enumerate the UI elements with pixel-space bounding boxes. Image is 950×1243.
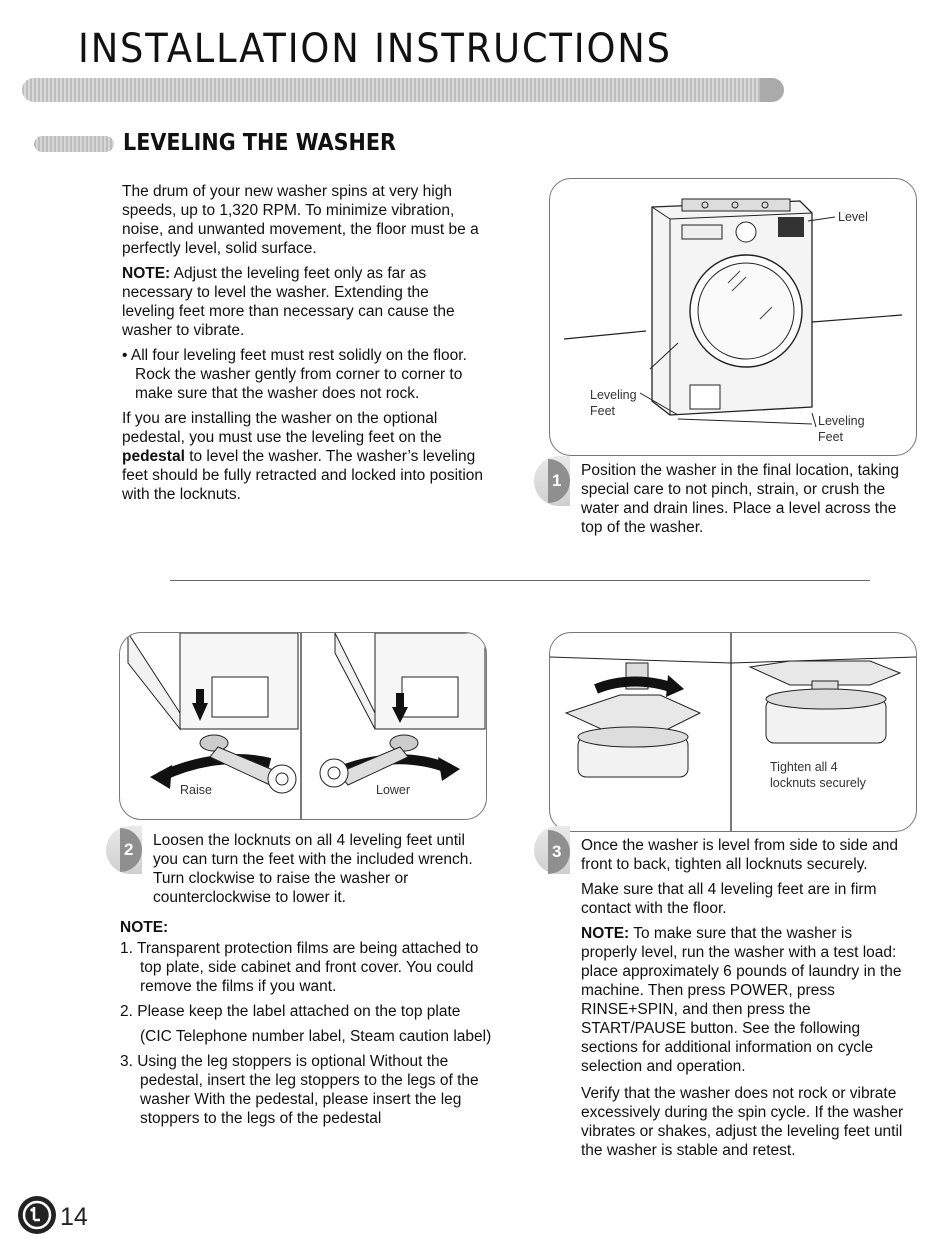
intro-text <box>122 182 484 510</box>
step-1-text: Position the washer in the final location, taking special care to not pinch, strain, or crush the water and drain lines. Place a level across the top of the washer. <box>581 462 899 536</box>
pedestal-bold: pedestal <box>122 448 185 465</box>
label-raise: Raise <box>180 783 212 797</box>
step-3-badge: 3 <box>548 830 570 874</box>
note-item-1: 1. Transparent protection films are being attached to top plate, side cabinet and front cover. You could remove the films if you want. <box>120 940 479 995</box>
step-3-note-label: NOTE: <box>581 925 630 942</box>
page-title: INSTALLATION INSTRUCTIONS <box>78 26 672 72</box>
step-2-text: Loosen the locknuts on all 4 leveling feet until you can turn the feet with the included wrench. Turn clockwise to raise the washer or counterclockwise to lower it. <box>153 832 473 906</box>
locknut-illustration <box>550 633 916 831</box>
step-3-text <box>581 836 911 1166</box>
figure-raise-lower <box>119 632 487 820</box>
notes-label <box>120 918 492 937</box>
section-title: LEVELING THE WASHER <box>123 130 396 156</box>
label-feet-right-2: Feet <box>818 430 844 444</box>
pedestal-text-a: If you are installing the washer on the optional pedestal, you must use the leveling feet on the <box>122 410 442 446</box>
section-divider <box>170 580 870 581</box>
step-3-note-text: To make sure that the washer is properly level, run the washer with a test load: place approximately 6 pounds of laundry in the machine. Then press POWER, press RINSE+SPIN, and then press the START/PAUSE button. See the following sections for additional information on cycle selection and operation. <box>581 925 902 1075</box>
lg-logo-icon <box>18 1196 56 1234</box>
note-item-3: 3. Using the leg stoppers is optional Without the pedestal, insert the leg stoppers to the legs of the washer With the pedestal, please insert the leg stoppers to the legs of the pedestal <box>120 1053 479 1127</box>
label-feet-left-1: Leveling <box>590 388 637 402</box>
washer-illustration <box>550 179 916 455</box>
note-item-2: 2. Please keep the label attached on the top plate <box>120 1003 461 1020</box>
intro-note <box>122 264 484 340</box>
notes-block <box>120 918 492 1134</box>
title-rule-cap <box>760 78 784 102</box>
wrench-illustration <box>120 633 486 819</box>
note-label: NOTE: <box>122 265 171 282</box>
step-2-badge: 2 <box>120 828 142 872</box>
step-3-p2: Make sure that all 4 leveling feet are in firm contact with the floor. <box>581 881 877 917</box>
label-feet-left-2: Feet <box>590 404 616 418</box>
note-text: Adjust the leveling feet only as far as necessary to level the washer. Extending the leveling feet more than necessary can cause the washer to vibrate. <box>122 265 455 339</box>
intro-bullet: • All four leveling feet must rest solidly on the floor. Rock the washer gently from corner to corner to make sure that the washer does not rock. <box>122 347 467 402</box>
intro-paragraph: The drum of your new washer spins at very high speeds, up to 1,320 RPM. To minimize vibration, noise, and unwanted movement, the floor must be a perfectly level, solid surface. <box>122 183 479 257</box>
page-number: 14 <box>60 1203 88 1231</box>
note-item-2-sub: (CIC Telephone number label, Steam caution label) <box>140 1028 492 1045</box>
label-tighten-2: locknuts securely <box>770 776 866 790</box>
section-marker <box>34 136 114 152</box>
figure-tighten-locknuts <box>549 632 917 832</box>
figure-washer-level <box>549 178 917 456</box>
step-3-p1: Once the washer is level from side to side and front to back, tighten all locknuts securely. <box>581 837 899 873</box>
label-level: Level <box>838 210 868 224</box>
pedestal-text-b: to level the washer. The washer’s leveling feet should be fully retracted and locked into position with the locknuts. <box>122 448 484 503</box>
label-lower: Lower <box>376 783 411 797</box>
step-3-note <box>581 924 911 1076</box>
step-3-p4: Verify that the washer does not rock or vibrate excessively during the spin cycle. If the washer vibrates or shakes, adjust the leveling feet until the washer is stable and retest. <box>581 1085 904 1159</box>
step-1-badge: 1 <box>548 459 570 503</box>
label-tighten-1: Tighten all 4 <box>770 760 838 774</box>
pedestal-paragraph <box>122 409 484 504</box>
notes-label-text: NOTE: <box>120 919 169 936</box>
title-rule <box>22 78 780 102</box>
label-feet-right-1: Leveling <box>818 414 865 428</box>
